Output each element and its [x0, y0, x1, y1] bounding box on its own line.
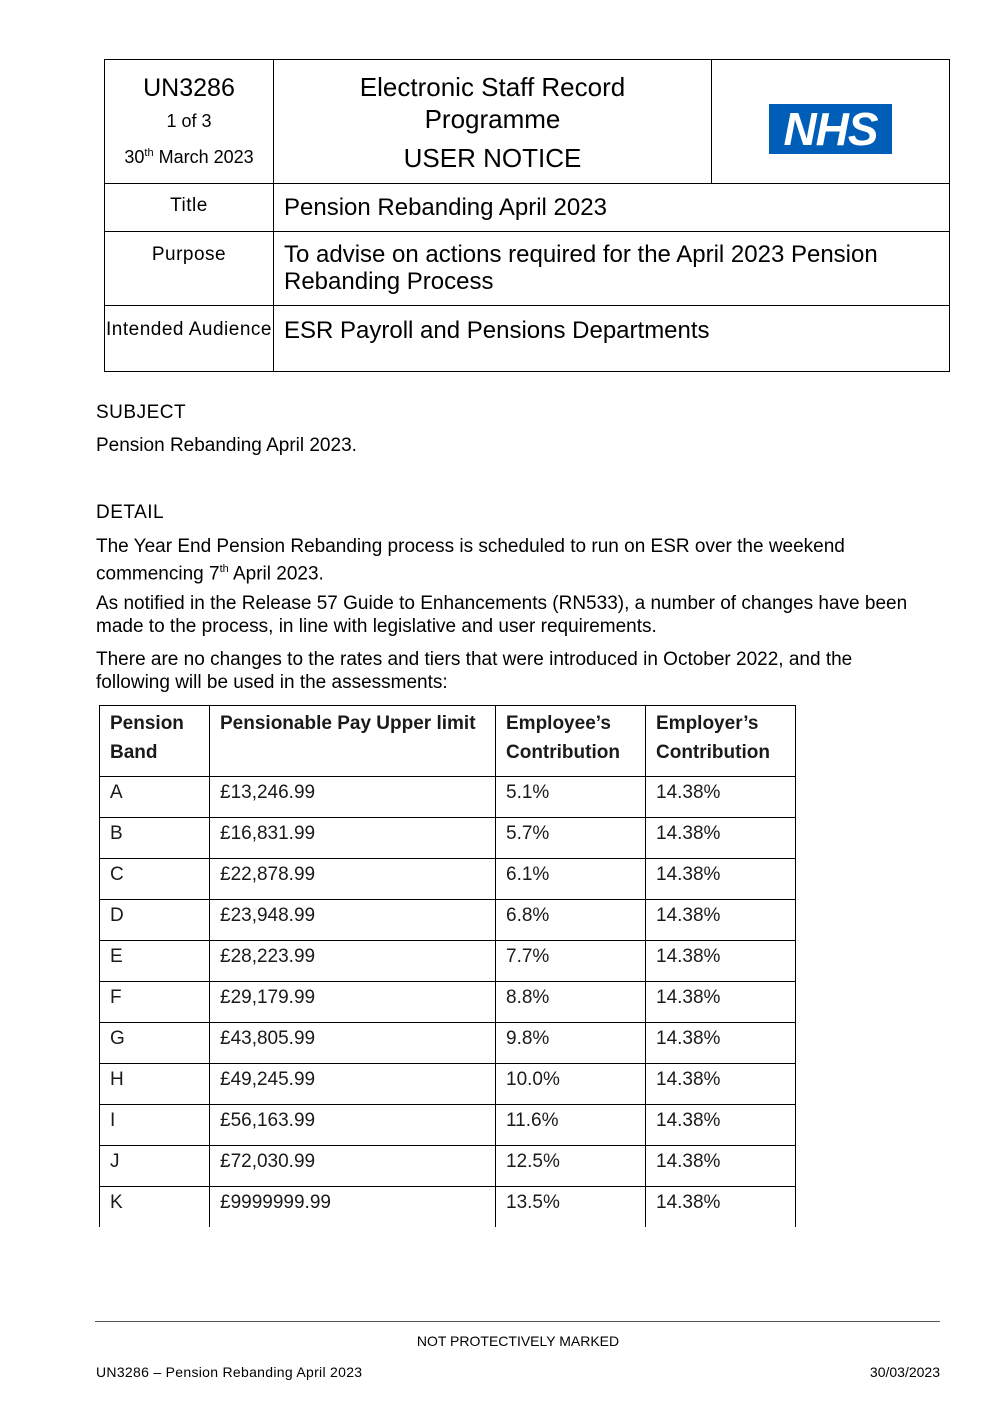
col-header-employee: Employee’s Contribution — [496, 706, 646, 777]
audience-value: ESR Payroll and Pensions Departments — [274, 306, 950, 372]
table-row — [100, 982, 796, 1023]
table-cell: £23,948.99 — [210, 900, 496, 941]
purpose-value: To advise on actions required for the April 2023 Pension Rebanding Process — [274, 232, 950, 306]
table-cell: £56,163.99 — [210, 1105, 496, 1146]
table-cell: H — [100, 1064, 210, 1105]
table-row — [100, 1187, 796, 1228]
col-header-employer: Employer’s Contribution — [646, 706, 796, 777]
notice-date: 30th March 2023 — [124, 147, 254, 167]
user-notice-title: USER NOTICE — [403, 143, 582, 173]
table-cell: 13.5% — [496, 1187, 646, 1228]
table-cell: E — [100, 941, 210, 982]
table-cell: 14.38% — [646, 777, 796, 818]
table-cell: 6.1% — [496, 859, 646, 900]
pension-band-table — [99, 705, 796, 1227]
programme-name: Electronic Staff Record Programme — [359, 72, 626, 134]
title-label: Title — [105, 184, 274, 232]
table-cell: 14.38% — [646, 982, 796, 1023]
table-cell: 14.38% — [646, 1146, 796, 1187]
nhs-logo — [769, 104, 892, 154]
table-cell: £29,179.99 — [210, 982, 496, 1023]
purpose-label: Purpose — [105, 232, 274, 306]
table-cell: B — [100, 818, 210, 859]
table-row — [100, 1064, 796, 1105]
table-row — [100, 1105, 796, 1146]
table-row — [100, 941, 796, 982]
table-cell: K — [100, 1187, 210, 1228]
table-row — [100, 777, 796, 818]
table-cell: J — [100, 1146, 210, 1187]
table-cell: 10.0% — [496, 1064, 646, 1105]
table-cell: 7.7% — [496, 941, 646, 982]
table-cell: 9.8% — [496, 1023, 646, 1064]
subject-text: Pension Rebanding April 2023. — [96, 435, 357, 456]
table-cell: £43,805.99 — [210, 1023, 496, 1064]
col-header-upper-limit: Pensionable Pay Upper limit — [210, 706, 496, 777]
table-cell: A — [100, 777, 210, 818]
table-cell: £13,246.99 — [210, 777, 496, 818]
protective-marking: NOT PROTECTIVELY MARKED — [416, 1333, 620, 1349]
notice-id-cell — [105, 60, 274, 184]
footer-doc-ref: UN3286 – Pension Rebanding April 2023 — [96, 1364, 363, 1380]
table-cell: 5.1% — [496, 777, 646, 818]
title-value: Pension Rebanding April 2023 — [274, 184, 950, 232]
detail-paragraph-1: The Year End Pension Rebanding process is scheduled to run on ESR over the weekend commencing 7th April 2023. — [96, 536, 845, 585]
footer-date: 30/03/2023 — [869, 1364, 940, 1380]
page-indicator: 1 of 3 — [166, 111, 212, 131]
table-cell: F — [100, 982, 210, 1023]
table-row — [100, 818, 796, 859]
table-cell: C — [100, 859, 210, 900]
detail-heading: DETAIL — [96, 502, 165, 523]
programme-cell — [274, 60, 712, 184]
table-cell: 14.38% — [646, 900, 796, 941]
table-cell: 14.38% — [646, 1023, 796, 1064]
audience-label: Intended Audience — [105, 306, 274, 372]
notice-code: UN3286 — [143, 74, 235, 102]
table-cell: £22,878.99 — [210, 859, 496, 900]
table-cell: 14.38% — [646, 941, 796, 982]
table-row — [100, 859, 796, 900]
detail-paragraph-2: As notified in the Release 57 Guide to Enhancements (RN533), a number of changes have been made to the process, in line with legislative and user requirements. — [96, 593, 908, 637]
table-cell: £9999999.99 — [210, 1187, 496, 1228]
table-cell: 12.5% — [496, 1146, 646, 1187]
table-cell: G — [100, 1023, 210, 1064]
logo-cell — [712, 60, 950, 184]
table-cell: 14.38% — [646, 1187, 796, 1228]
table-cell: £16,831.99 — [210, 818, 496, 859]
table-cell: 6.8% — [496, 900, 646, 941]
table-row — [100, 1023, 796, 1064]
table-cell: £72,030.99 — [210, 1146, 496, 1187]
footer-rule — [95, 1321, 940, 1322]
table-cell: 5.7% — [496, 818, 646, 859]
table-cell: 11.6% — [496, 1105, 646, 1146]
notice-header-table — [104, 59, 950, 372]
table-cell: 14.38% — [646, 859, 796, 900]
table-cell: D — [100, 900, 210, 941]
table-cell: 14.38% — [646, 818, 796, 859]
table-cell: 14.38% — [646, 1105, 796, 1146]
table-row — [100, 900, 796, 941]
col-header-band: Pension Band — [100, 706, 210, 777]
detail-paragraph-3: There are no changes to the rates and tiers that were introduced in October 2022, and the following will be used in the assessments: — [96, 649, 853, 693]
table-cell: £49,245.99 — [210, 1064, 496, 1105]
table-cell: 14.38% — [646, 1064, 796, 1105]
table-cell: I — [100, 1105, 210, 1146]
table-row — [100, 1146, 796, 1187]
table-cell: 8.8% — [496, 982, 646, 1023]
svg-text:NHS: NHS — [783, 104, 878, 154]
table-cell: £28,223.99 — [210, 941, 496, 982]
subject-heading: SUBJECT — [96, 402, 187, 423]
